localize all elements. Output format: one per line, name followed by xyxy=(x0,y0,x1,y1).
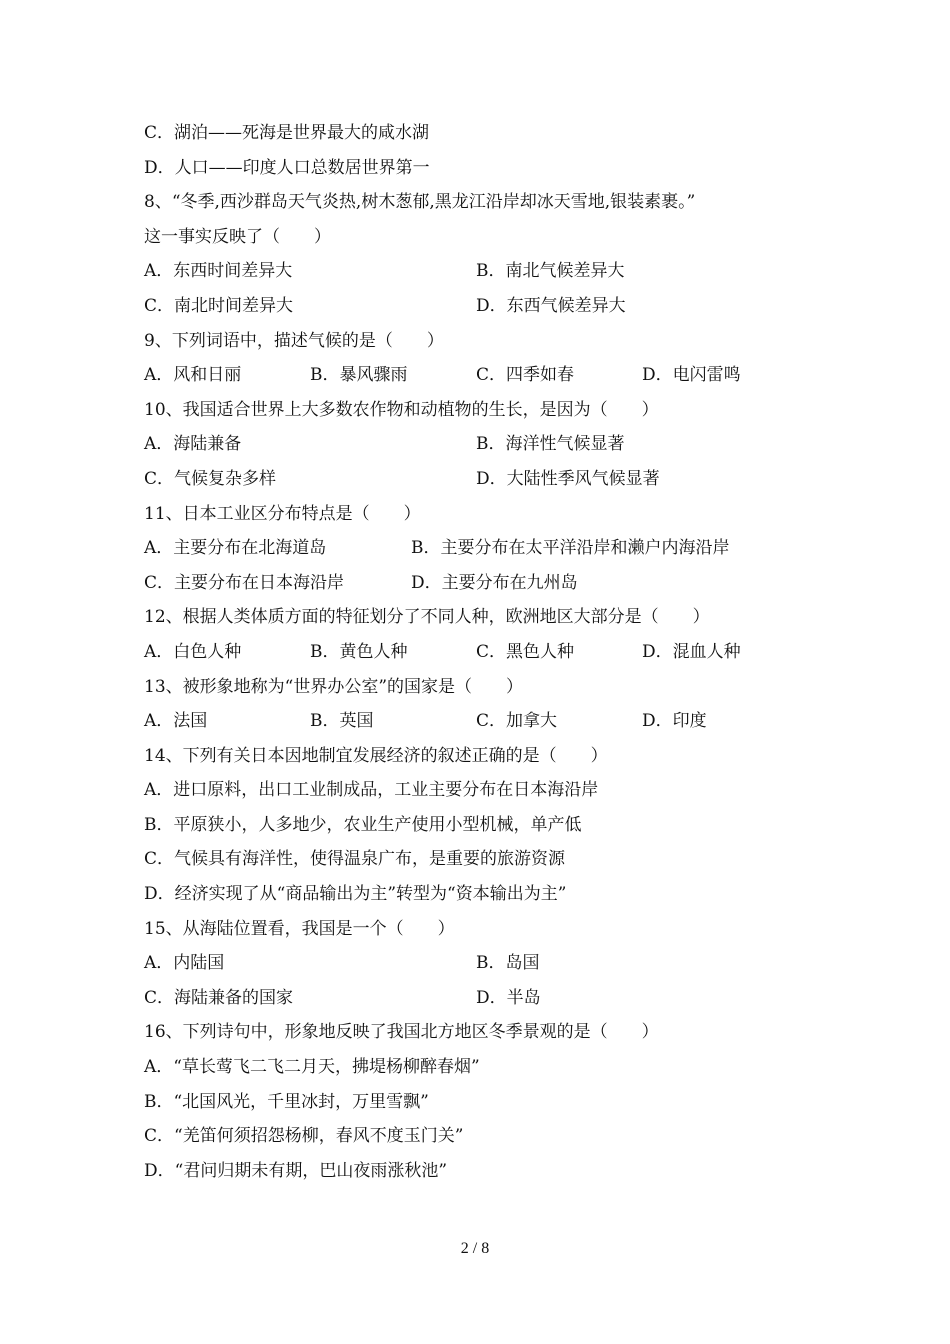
option-row xyxy=(144,289,824,324)
question-stem: 8、“冬季,西沙群岛天气炎热,树木葱郁,黑龙江沿岸却冰天雪地,银装素裹。” xyxy=(144,192,696,213)
option-a: A．白色人种 xyxy=(144,641,242,662)
option-c: C．“羌笛何须招怨杨柳，春风不度玉门关” xyxy=(144,1126,464,1147)
option-a: A．法国 xyxy=(144,711,208,732)
option-c: C．气候复杂多样 xyxy=(144,468,277,489)
option-a: A．东西时间差异大 xyxy=(144,261,293,282)
option-row xyxy=(144,427,824,462)
option-c: C．海陆兼备的国家 xyxy=(144,987,294,1008)
option-d: D．主要分布在九州岛 xyxy=(411,572,578,593)
question-stem: 12、根据人类体质方面的特征划分了不同人种，欧洲地区大部分是（ ） xyxy=(144,607,710,628)
question-stem: 13、被形象地称为“世界办公室”的国家是（ ） xyxy=(144,676,524,697)
option-row xyxy=(144,946,824,981)
option-c: C．加拿大 xyxy=(476,711,558,732)
option-a: A．主要分布在北海道岛 xyxy=(144,538,327,559)
option-c: C．黑色人种 xyxy=(476,641,575,662)
option-row xyxy=(144,462,824,497)
option-d: D．大陆性季风气候显著 xyxy=(476,468,660,489)
option-d: D．混血人种 xyxy=(642,641,741,662)
option-b: B．主要分布在太平洋沿岸和濑户内海沿岸 xyxy=(411,538,730,559)
option-b: B．海洋性气候显著 xyxy=(476,434,625,455)
option-d: D．印度 xyxy=(642,711,707,732)
question-stem: 14、下列有关日本因地制宜发展经济的叙述正确的是（ ） xyxy=(144,745,608,766)
option-row xyxy=(144,635,824,670)
option-a: A．风和日丽 xyxy=(144,365,242,386)
option-row xyxy=(144,254,824,289)
option-d: D．半岛 xyxy=(476,987,541,1008)
question-stem: 16、下列诗句中，形象地反映了我国北方地区冬季景观的是（ ） xyxy=(144,1022,659,1043)
option-b: B．平原狭小，人多地少，农业生产使用小型机械，单产低 xyxy=(144,814,582,835)
option-text: C．湖泊——死海是世界最大的咸水湖 xyxy=(144,123,430,143)
option-c: C．主要分布在日本海沿岸 xyxy=(144,572,345,593)
option-b: B．“北国风光，千里冰封，万里雪飘” xyxy=(144,1091,429,1112)
option-row xyxy=(144,531,824,566)
option-row xyxy=(144,566,824,601)
option-b: B．黄色人种 xyxy=(310,641,408,662)
option-d: D．东西气候差异大 xyxy=(476,295,626,316)
option-text: D．人口——印度人口总数居世界第一 xyxy=(144,157,430,178)
option-b: B．南北气候差异大 xyxy=(476,261,625,282)
option-d: D．“君问归期未有期，巴山夜雨涨秋池” xyxy=(144,1160,448,1181)
option-a: A．海陆兼备 xyxy=(144,434,242,455)
option-a: A．进口原料，出口工业制成品，工业主要分布在日本海沿岸 xyxy=(144,780,599,801)
option-c: C．南北时间差异大 xyxy=(144,295,294,316)
option-b: B．英国 xyxy=(310,711,374,732)
option-b: B．岛国 xyxy=(476,953,540,974)
option-a: A．“草长莺飞二飞二月天，拂堤杨柳醉春烟” xyxy=(144,1057,480,1078)
option-d: D．经济实现了从“商品输出为主”转型为“资本输出为主” xyxy=(144,884,567,905)
question-stem: 10、我国适合世界上大多数农作物和动植物的生长，是因为（ ） xyxy=(144,399,659,420)
option-row xyxy=(144,704,824,739)
option-d: D．电闪雷鸣 xyxy=(642,365,741,386)
option-b: B．暴风骤雨 xyxy=(310,365,408,386)
question-stem: 这一事实反映了（ ） xyxy=(144,226,331,247)
document-body xyxy=(144,116,824,1188)
option-a: A．内陆国 xyxy=(144,953,225,974)
option-row xyxy=(144,358,824,393)
question-stem: 11、日本工业区分布特点是（ ） xyxy=(144,503,421,524)
question-stem: 9、下列词语中，描述气候的是（ ） xyxy=(144,330,444,351)
page-number: 2 / 8 xyxy=(460,1240,490,1257)
question-stem: 15、从海陆位置看，我国是一个（ ） xyxy=(144,918,455,939)
option-c: C．气候具有海洋性，使得温泉广布，是重要的旅游资源 xyxy=(144,849,566,870)
option-row xyxy=(144,981,824,1016)
option-c: C．四季如春 xyxy=(476,365,575,386)
